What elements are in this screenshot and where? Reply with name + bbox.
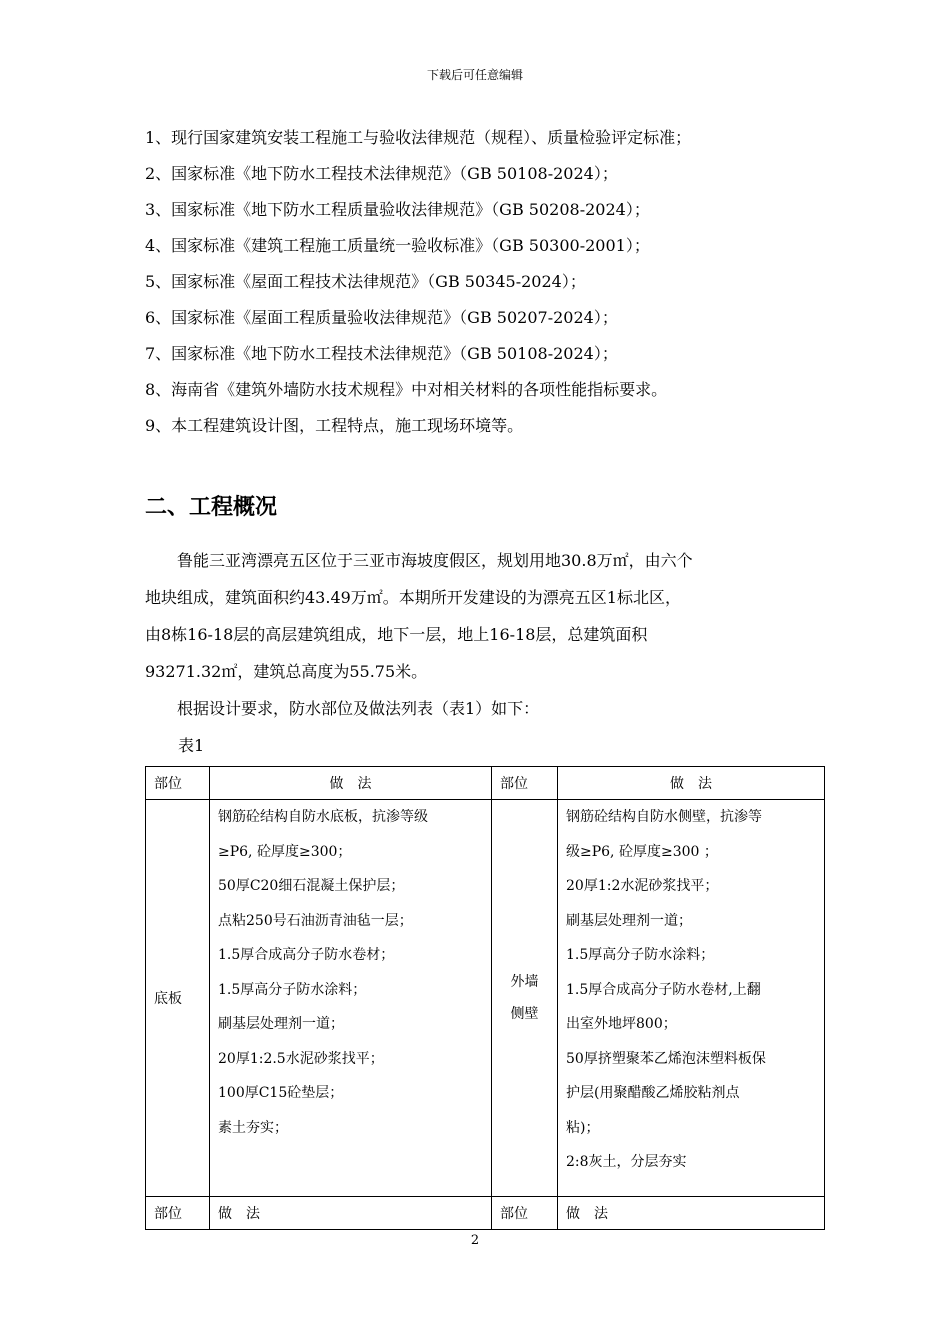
method-line: 100厚C15砼垫层； [218, 1085, 344, 1101]
method-line: ≥P6, 砼厚度≥300； [218, 843, 352, 860]
page-header: 下载后可任意编辑 [426, 68, 523, 82]
header-part2: 部位 [492, 767, 558, 800]
method-line: 20厚1:2水泥砂浆找平； [566, 878, 719, 894]
footer-method2: 做 法 [558, 1197, 825, 1230]
page-number: 2 [470, 1233, 480, 1248]
header-method: 做 法 [210, 767, 492, 800]
footer-part: 部位 [146, 1197, 210, 1230]
method-line: 刷基层处理剂一道； [218, 1016, 344, 1032]
method-line: 钢筋砼结构自防水侧壁，抗渗等 [566, 809, 762, 825]
method-line: 出室外地坪800； [566, 1016, 677, 1032]
reference-item: 3、国家标准《地下防水工程质量验收法律规范》（GB 50208-2024）； [145, 200, 650, 219]
part-line: 外墙 [510, 974, 539, 990]
method-line: 粘)； [566, 1119, 600, 1136]
part-cell-floor: 底板 [146, 800, 210, 1197]
method-line: 1.5厚高分子防水涂料； [218, 981, 367, 998]
reference-item: 5、国家标准《屋面工程技术法律规范》（GB 50345-2024）； [145, 272, 586, 291]
reference-item: 1、现行国家建筑安装工程施工与验收法律规范（规程）、质量检验评定标准； [145, 128, 692, 147]
method-line: 1.5厚高分子防水涂料； [566, 947, 715, 963]
paragraph-line: 鲁能三亚湾漂亮五区位于三亚市海坡度假区，规划用地30.8万㎡，由六个 [145, 551, 693, 570]
method-line: 级≥P6, 砼厚度≥300 ； [566, 843, 718, 860]
reference-item: 9、本工程建筑设计图，工程特点，施工现场环境等。 [145, 416, 524, 435]
section-title: 二、工程概况 [145, 495, 278, 520]
method-line: 20厚1:2.5水泥砂浆找平； [218, 1050, 384, 1067]
header-part: 部位 [146, 767, 210, 800]
method-line: 护层(用聚醋酸乙烯胶粘剂点 [566, 1085, 740, 1101]
paragraph-line: 由8栋16-18层的高层建筑组成，地下一层，地上16-18层，总建筑面积 [145, 625, 648, 644]
table-footer-row [146, 1197, 825, 1230]
table-row [146, 800, 825, 1197]
header-method2: 做 法 [558, 767, 825, 800]
table-caption: 表1 [178, 736, 205, 755]
reference-item: 7、国家标准《地下防水工程技术法律规范》（GB 50108-2024）； [145, 344, 618, 363]
reference-list [145, 120, 845, 444]
footer-part2: 部位 [492, 1197, 558, 1230]
method-line: 50厚挤塑聚苯乙烯泡沫塑料板保 [566, 1050, 766, 1067]
reference-item: 2、国家标准《地下防水工程技术法律规范》（GB 50108-2024）； [145, 164, 618, 183]
method-line: 点粘250号石油沥青油毡一层； [218, 912, 413, 929]
waterproofing-table [145, 766, 825, 1230]
method-cell-floor [210, 800, 492, 1197]
method-line: 刷基层处理剂一道； [566, 912, 692, 929]
intro-paragraph: 根据设计要求，防水部位及做法列表（表1）如下： [145, 699, 540, 718]
method-line: 2:8灰土，分层夯实 [566, 1154, 687, 1170]
method-line: 素土夯实； [218, 1119, 288, 1136]
reference-item: 4、国家标准《建筑工程施工质量统一验收标准》（GB 50300-2001）； [145, 236, 650, 255]
reference-item: 6、国家标准《屋面工程质量验收法律规范》（GB 50207-2024）； [145, 308, 618, 327]
reference-item: 8、海南省《建筑外墙防水技术规程》中对相关材料的各项性能指标要求。 [145, 380, 668, 399]
part-cell-wall [492, 800, 558, 1197]
method-line: 1.5厚合成高分子防水卷材,上翻 [566, 981, 761, 998]
paragraph-line: 93271.32㎡，建筑总高度为55.75米。 [145, 662, 428, 681]
method-line: 50厚C20细石混凝土保护层； [218, 878, 405, 894]
table-header-row [146, 767, 825, 800]
method-line: 钢筋砼结构自防水底板，抗渗等级 [218, 809, 428, 825]
method-line: 1.5厚合成高分子防水卷材； [218, 947, 395, 963]
paragraph-line: 地块组成，建筑面积约43.49万㎡。本期所开发建设的为漂亮五区1标北区， [145, 588, 681, 607]
footer-method: 做 法 [210, 1197, 492, 1230]
part-line: 侧壁 [510, 1006, 539, 1022]
overview-paragraph [145, 542, 825, 690]
method-cell-wall [558, 800, 825, 1197]
